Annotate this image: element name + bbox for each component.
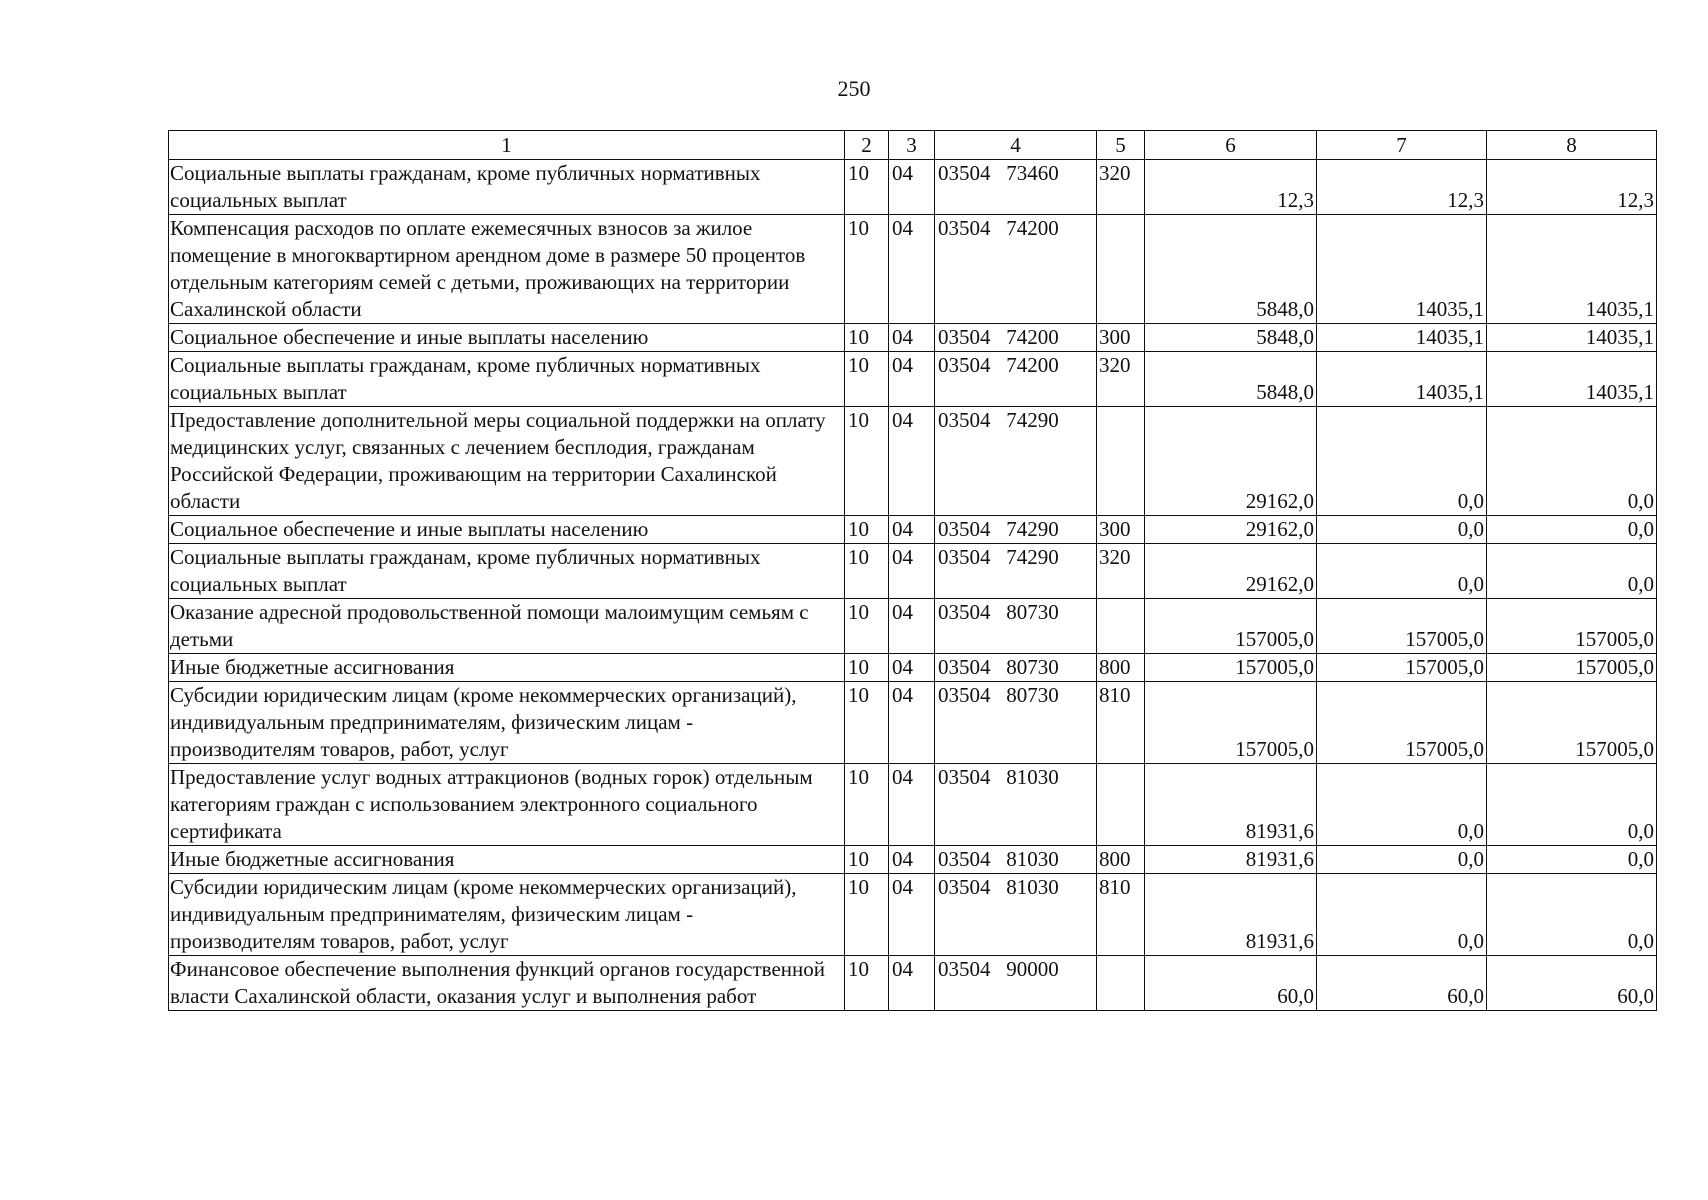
table-row [169,324,1657,352]
amount-col7: 14035,1 [1317,324,1487,352]
item-name: Социальные выплаты гражданам, кроме публичных нормативных социальных выплат [169,544,845,599]
expense-type-code [1097,407,1145,516]
target-article-code: 03504 90000 [935,956,1097,1011]
subsection-code: 04 [889,682,935,764]
column-header: 8 [1487,131,1657,160]
amount-col7: 0,0 [1317,516,1487,544]
amount-col8: 157005,0 [1487,682,1657,764]
section-code: 10 [845,599,889,654]
amount-col8: 14035,1 [1487,324,1657,352]
amount-col6: 157005,0 [1145,599,1317,654]
expense-type-code: 320 [1097,160,1145,215]
amount-col6: 157005,0 [1145,682,1317,764]
column-header: 3 [889,131,935,160]
expense-type-code: 810 [1097,682,1145,764]
amount-col8: 14035,1 [1487,215,1657,324]
subsection-code: 04 [889,516,935,544]
table-row [169,215,1657,324]
expense-type-code: 320 [1097,352,1145,407]
column-header: 2 [845,131,889,160]
amount-col6: 157005,0 [1145,654,1317,682]
amount-col7: 0,0 [1317,764,1487,846]
item-name: Субсидии юридическим лицам (кроме некоммерческих организаций), индивидуальным предпринимателям, физическим лицам - производителям товаров, работ, услуг [169,874,845,956]
amount-col8: 0,0 [1487,516,1657,544]
column-header: 1 [169,131,845,160]
expense-type-code: 800 [1097,654,1145,682]
amount-col7: 0,0 [1317,874,1487,956]
amount-col7: 157005,0 [1317,682,1487,764]
table-row [169,599,1657,654]
item-name: Субсидии юридическим лицам (кроме некоммерческих организаций), индивидуальным предпринимателям, физическим лицам - производителям товаров, работ, услуг [169,682,845,764]
subsection-code: 04 [889,544,935,599]
amount-col6: 29162,0 [1145,516,1317,544]
subsection-code: 04 [889,846,935,874]
target-article-code: 03504 81030 [935,764,1097,846]
amount-col7: 60,0 [1317,956,1487,1011]
target-article-code: 03504 74290 [935,407,1097,516]
section-code: 10 [845,654,889,682]
expense-type-code [1097,599,1145,654]
section-code: 10 [845,682,889,764]
subsection-code: 04 [889,352,935,407]
amount-col8: 60,0 [1487,956,1657,1011]
subsection-code: 04 [889,160,935,215]
target-article-code: 03504 80730 [935,654,1097,682]
table-row [169,764,1657,846]
amount-col7: 157005,0 [1317,654,1487,682]
amount-col6: 5848,0 [1145,215,1317,324]
target-article-code: 03504 80730 [935,599,1097,654]
amount-col6: 5848,0 [1145,324,1317,352]
item-name: Социальное обеспечение и иные выплаты населению [169,516,845,544]
item-name: Иные бюджетные ассигнования [169,654,845,682]
column-header: 7 [1317,131,1487,160]
section-code: 10 [845,764,889,846]
expense-type-code: 300 [1097,516,1145,544]
expense-type-code [1097,764,1145,846]
expense-type-code [1097,956,1145,1011]
amount-col7: 14035,1 [1317,215,1487,324]
subsection-code: 04 [889,764,935,846]
amount-col7: 0,0 [1317,544,1487,599]
subsection-code: 04 [889,324,935,352]
item-name: Предоставление дополнительной меры социальной поддержки на оплату медицинских услуг, связанных с лечением бесплодия, гражданам Российской Федерации, проживающим на территории Сахалинской области [169,407,845,516]
section-code: 10 [845,215,889,324]
item-name: Социальное обеспечение и иные выплаты населению [169,324,845,352]
amount-col8: 157005,0 [1487,599,1657,654]
section-code: 10 [845,352,889,407]
page-number: 250 [837,76,871,101]
amount-col7: 14035,1 [1317,352,1487,407]
target-article-code: 03504 81030 [935,874,1097,956]
amount-col7: 157005,0 [1317,599,1487,654]
target-article-code: 03504 74200 [935,324,1097,352]
column-header: 4 [935,131,1097,160]
target-article-code: 03504 74290 [935,544,1097,599]
target-article-code: 03504 74290 [935,516,1097,544]
expense-type-code [1097,215,1145,324]
expense-type-code: 320 [1097,544,1145,599]
budget-table [168,130,1657,1011]
amount-col8: 0,0 [1487,407,1657,516]
table-row [169,846,1657,874]
amount-col7: 0,0 [1317,846,1487,874]
section-code: 10 [845,846,889,874]
column-header: 5 [1097,131,1145,160]
amount-col8: 157005,0 [1487,654,1657,682]
expense-type-code: 300 [1097,324,1145,352]
table-row [169,407,1657,516]
amount-col6: 29162,0 [1145,544,1317,599]
amount-col8: 12,3 [1487,160,1657,215]
section-code: 10 [845,160,889,215]
table-row [169,956,1657,1011]
target-article-code: 03504 74200 [935,215,1097,324]
section-code: 10 [845,324,889,352]
item-name: Оказание адресной продовольственной помощи малоимущим семьям с детьми [169,599,845,654]
amount-col6: 81931,6 [1145,846,1317,874]
item-name: Иные бюджетные ассигнования [169,846,845,874]
item-name: Социальные выплаты гражданам, кроме публичных нормативных социальных выплат [169,160,845,215]
item-name: Социальные выплаты гражданам, кроме публичных нормативных социальных выплат [169,352,845,407]
table-row [169,160,1657,215]
amount-col8: 0,0 [1487,874,1657,956]
amount-col8: 0,0 [1487,764,1657,846]
subsection-code: 04 [889,599,935,654]
amount-col6: 5848,0 [1145,352,1317,407]
expense-type-code: 810 [1097,874,1145,956]
section-code: 10 [845,874,889,956]
amount-col8: 14035,1 [1487,352,1657,407]
target-article-code: 03504 74200 [935,352,1097,407]
amount-col8: 0,0 [1487,544,1657,599]
subsection-code: 04 [889,407,935,516]
table-row [169,352,1657,407]
target-article-code: 03504 80730 [935,682,1097,764]
subsection-code: 04 [889,956,935,1011]
amount-col6: 81931,6 [1145,874,1317,956]
table-row [169,654,1657,682]
amount-col7: 12,3 [1317,160,1487,215]
table-row [169,516,1657,544]
amount-col6: 60,0 [1145,956,1317,1011]
table-row [169,874,1657,956]
table-row [169,544,1657,599]
section-code: 10 [845,516,889,544]
table-row [169,682,1657,764]
subsection-code: 04 [889,654,935,682]
subsection-code: 04 [889,874,935,956]
section-code: 10 [845,956,889,1011]
column-number-row [169,131,1657,160]
amount-col6: 81931,6 [1145,764,1317,846]
expense-type-code: 800 [1097,846,1145,874]
amount-col6: 12,3 [1145,160,1317,215]
target-article-code: 03504 73460 [935,160,1097,215]
amount-col8: 0,0 [1487,846,1657,874]
subsection-code: 04 [889,215,935,324]
target-article-code: 03504 81030 [935,846,1097,874]
item-name: Финансовое обеспечение выполнения функций органов государственной власти Сахалинской области, оказания услуг и выполнения работ [169,956,845,1011]
amount-col6: 29162,0 [1145,407,1317,516]
item-name: Компенсация расходов по оплате ежемесячных взносов за жилое помещение в многоквартирном арендном доме в размере 50 процентов отдельным категориям семей с детьми, проживающих на территории Сахалинской области [169,215,845,324]
item-name: Предоставление услуг водных аттракционов (водных горок) отдельным категориям граждан с использованием электронного социального сертификата [169,764,845,846]
section-code: 10 [845,407,889,516]
amount-col7: 0,0 [1317,407,1487,516]
section-code: 10 [845,544,889,599]
column-header: 6 [1145,131,1317,160]
